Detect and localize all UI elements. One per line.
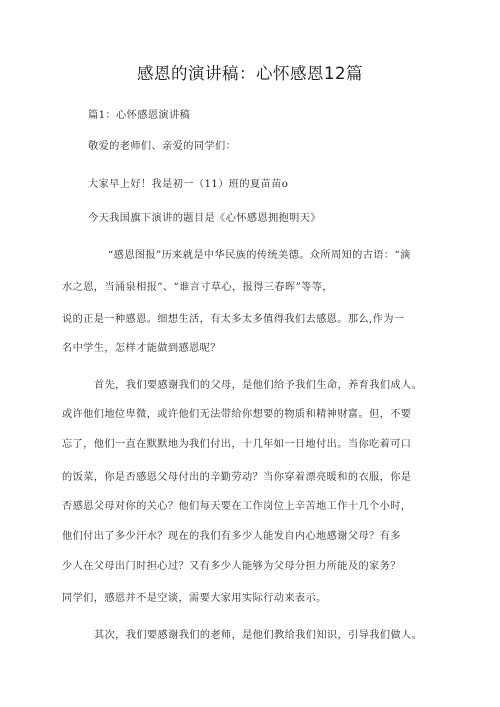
section-heading: 篇1：心怀感恩演讲稿 xyxy=(88,110,191,121)
paragraph-line: 他们付出了多少汗水？现在的我们有多少人能发自内心地感谢父母？有多 xyxy=(62,531,401,542)
paragraph-line: 或许他们地位卑微，或许他们无法带给你想要的物质和精神财富。但，不要 xyxy=(62,409,412,420)
paragraph-line: 说的正是一种感恩。细想生活，有太多太多值得我们去感恩。那么,作为一 xyxy=(62,314,405,325)
paragraph-line: 否感恩父母对你的关心？他们每天要在工作岗位上辛苦地工作十几个小时， xyxy=(62,501,412,512)
paragraph-line: 的饭菜，你是否感恩父母付出的辛勤劳动？当你穿着漂亮暖和的衣服，你是 xyxy=(62,472,412,483)
paragraph-line: 同学们，感恩并不是空谈，需要大家用实际行动来表示。 xyxy=(62,593,327,604)
paragraph-line: 大家早上好！我是初一（11）班的夏苗苗o xyxy=(88,179,289,190)
paragraph-line: 名中学生，怎样才能做到感恩呢？ xyxy=(62,343,221,354)
paragraph-line: 少人在父母出门时担心过？又有多少人能够为父母分担力所能及的家务？ xyxy=(62,561,401,572)
paragraph-line: “感恩图报”历来就是中华民族的传统美德。众所周知的古语：“滴 xyxy=(108,250,411,261)
paragraph-line: 今天我国旗下演讲的题目是《心怀感恩拥抱明天》 xyxy=(88,213,321,224)
paragraph-line: 水之恩，当涌泉相报”、“谁言寸草心，报得三春晖”等等， xyxy=(62,282,333,293)
paragraph-line: 忘了，他们一直在默默地为我们付出，十几年如一日地付出。当你吃着可口 xyxy=(62,439,412,450)
salutation: 敬爱的老师们、亲爱的同学们： xyxy=(88,141,237,152)
paragraph-line: 首先，我们要感谢我们的父母，是他们给予我们生命，养育我们成人。 xyxy=(94,380,423,391)
paragraph-line: 其次，我们要感谢我们的老师，是他们教给我们知识，引导我们做人。 xyxy=(94,630,423,641)
document-title: 感恩的演讲稿：心怀感恩12篇 xyxy=(137,64,363,83)
